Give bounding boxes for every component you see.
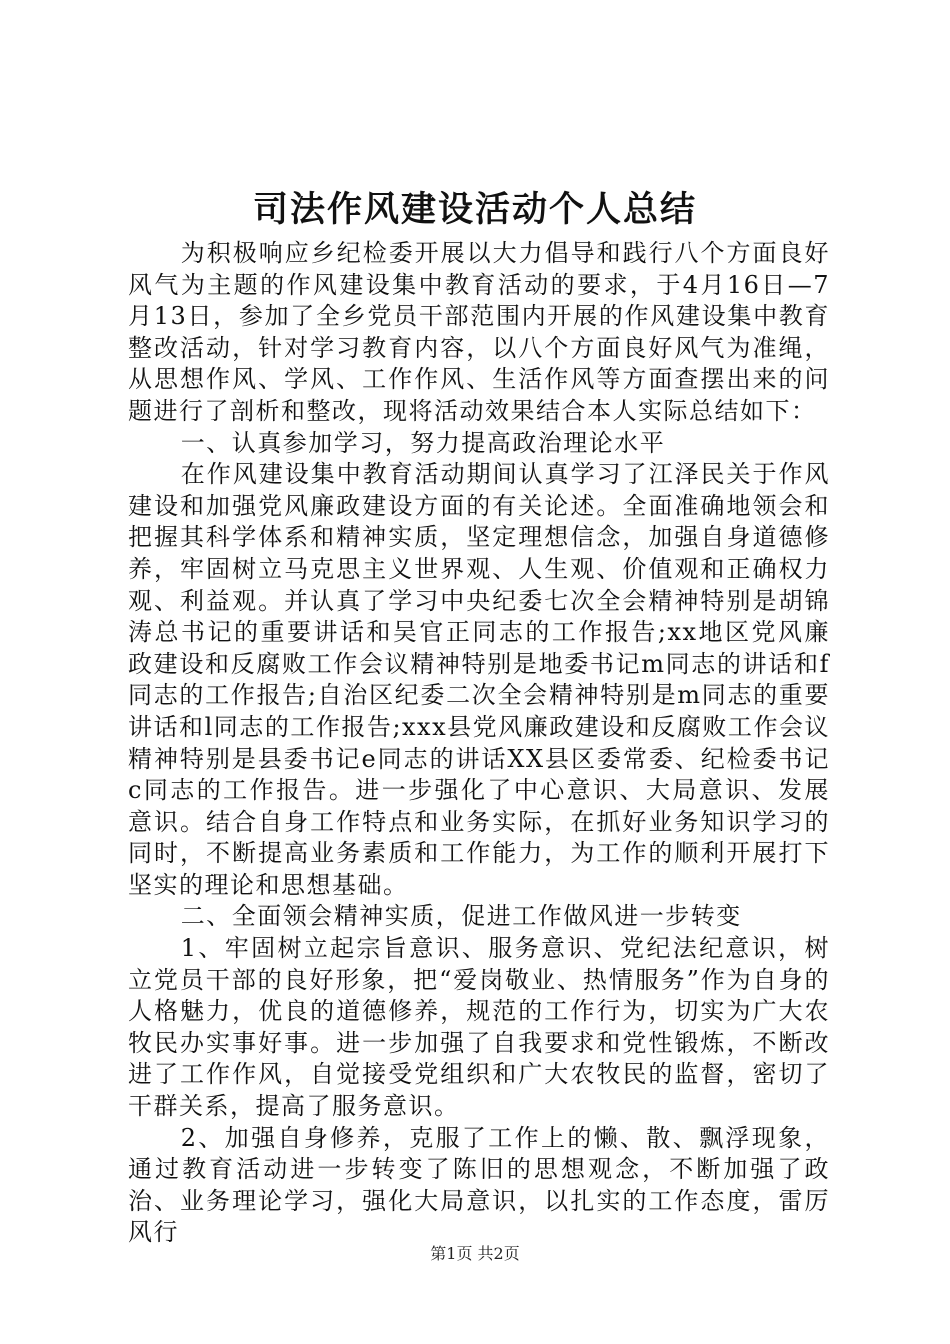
- document-title: 司法作风建设活动个人总结: [252, 190, 697, 230]
- section-2-item-1-paragraph: 1、牢固树立起宗旨意识、服务意识、党纪法纪意识，树立党员干部的良好形象，把“爱岗敬业、热情服务”作为自身的人格魅力，优良的道德修养，规范的工作行为，切实为广大农牧民办实事好事。进一步加强了自我要求和党性锻炼，不断改进了工作作风，自觉接受党组织和广大农牧民的监督，密切了干群关系，提高了服务意识。: [128, 934, 830, 1121]
- section-heading-1: 一、认真参加学习，努力提高政治理论水平: [180, 428, 666, 457]
- section-1-paragraph: 在作风建设集中教育活动期间认真学习了江泽民关于作风建设和加强党风廉政建设方面的有关论述。全面准确地领会和把握其科学体系和精神实质，坚定理想信念，加强自身道德修养，牢固树立马克思主义世界观、人生观、价值观和正确权力观、利益观。并认真了学习中央纪委七次全会精神特别是胡锦涛总书记的重要讲话和吴官正同志的工作报告;xx地区党风廉政建设和反腐败工作会议精神特别是地委书记m同志的讲话和f同志的工作报告;自治区纪委二次全会精神特别是m同志的重要讲话和l同志的工作报告;xxx县党风廉政建设和反腐败工作会议精神特别是县委书记e同志的讲话XX县区委常委、纪检委书记c同志的工作报告。进一步强化了中心意识、大局意识、发展意识。结合自身工作特点和业务实际，在抓好业务知识学习的同时，不断提高业务素质和工作能力，为工作的顺利开展打下坚实的理论和思想基础。: [128, 460, 830, 899]
- section-2-item-2-paragraph: 2、加强自身修养，克服了工作上的懒、散、飘浮现象，通过教育活动进一步转变了陈旧的思想观念，不断加强了政治、业务理论学习，强化大局意识，以扎实的工作态度，雷厉风行: [128, 1123, 830, 1247]
- document-body: [128, 238, 830, 1249]
- intro-paragraph: 为积极响应乡纪检委开展以大力倡导和践行八个方面良好风气为主题的作风建设集中教育活动的要求，于4月16日—7月13日，参加了全乡党员干部范围内开展的作风建设集中教育整改活动，针对学习教育内容，以八个方面良好风气为准绳，从思想作风、学风、工作作风、生活作风等方面查摆出来的问题进行了剖析和整改，现将活动效果结合本人实际总结如下：: [128, 239, 830, 425]
- section-heading-2: 二、全面领会精神实质，促进工作做风进一步转变: [180, 902, 742, 931]
- page-number-footer: 第1页 共2页: [430, 1244, 520, 1263]
